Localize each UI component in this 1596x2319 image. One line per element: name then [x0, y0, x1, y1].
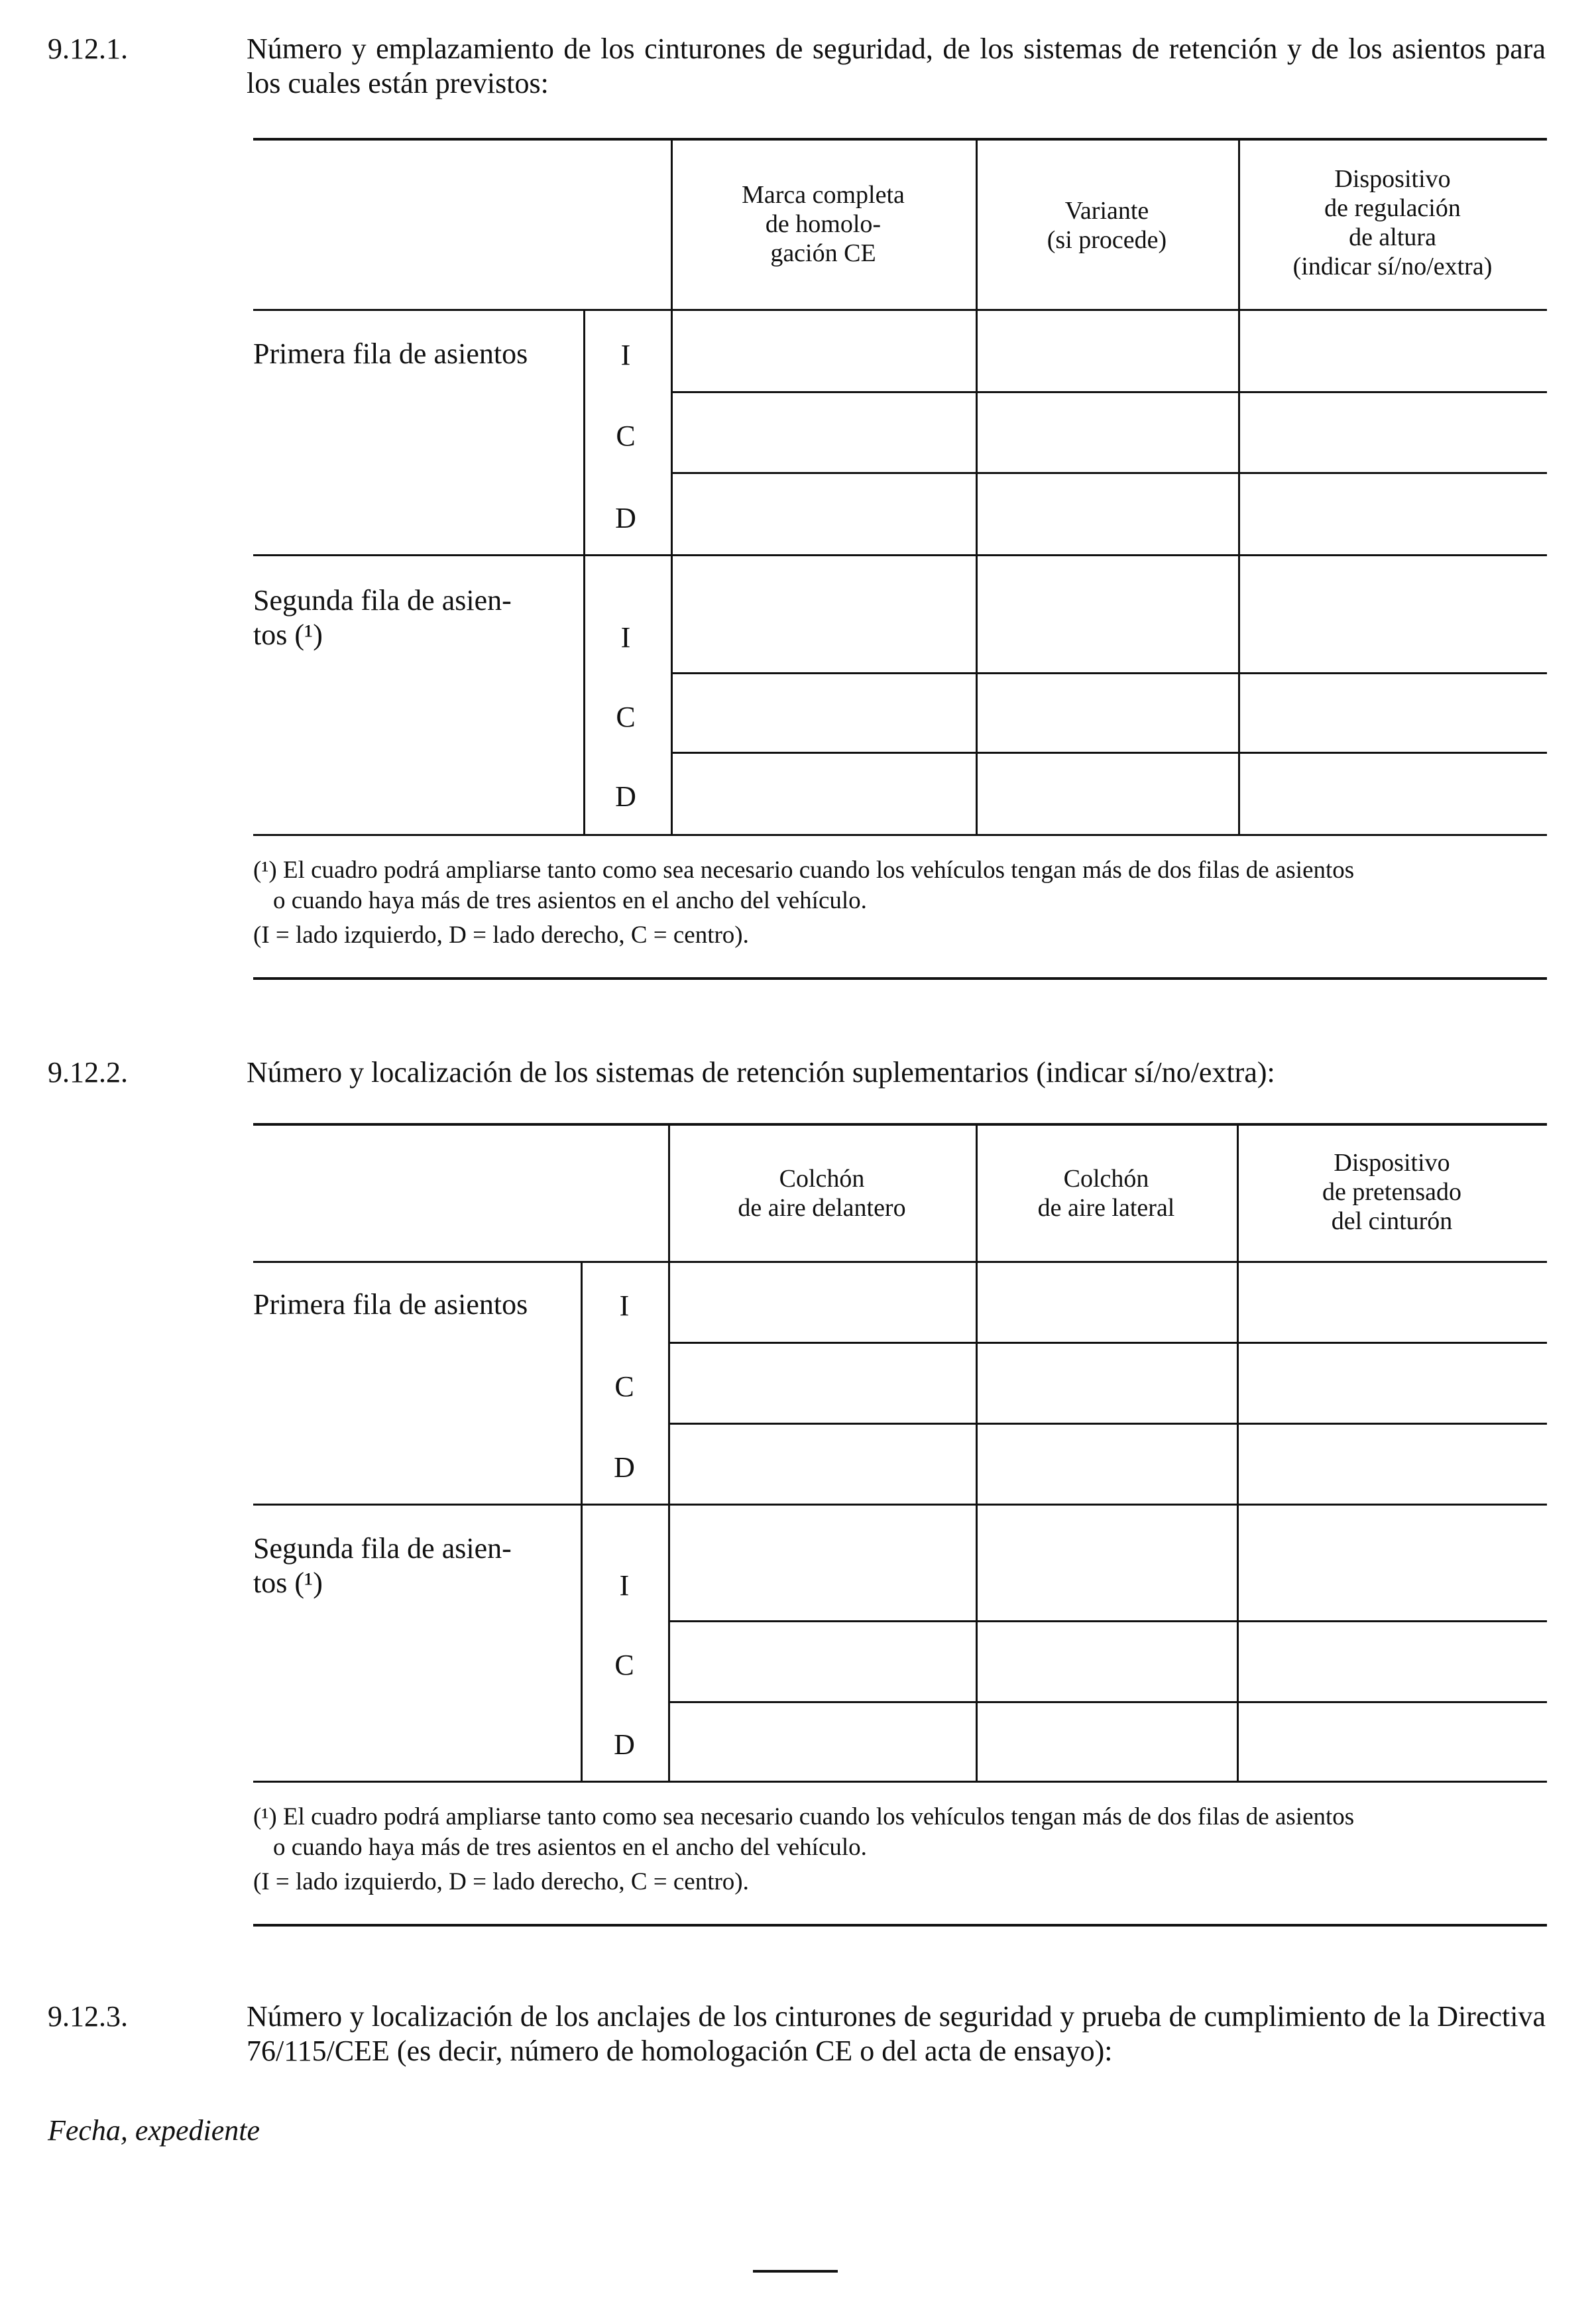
row-group-label: Segunda fila de asien- tos (¹)	[253, 584, 512, 651]
seat-position: C	[614, 1370, 634, 1403]
column-divider	[581, 1261, 583, 1782]
row-group-label: Primera fila de asientos	[253, 1288, 528, 1321]
date-file-label: Fecha, expediente	[48, 2114, 260, 2147]
column-header: Colchón de aire lateral	[1037, 1165, 1175, 1222]
column-divider	[668, 1124, 670, 1782]
row-divider	[668, 1701, 1547, 1703]
section-number: 9.12.1.	[48, 32, 128, 65]
row-group-label: Primera fila de asientos	[253, 337, 528, 370]
row-divider	[253, 554, 1547, 556]
section-title: Número y localización de los anclajes de los cinturones de seguridad y prueba de cumplimiento de la Directiva 76/115/CEE (es decir, número de homologación CE o del acta de ensayo):	[247, 2000, 1546, 2067]
seat-position: C	[614, 1649, 634, 1681]
section-title: Número y localización de los sistemas de retención suplementarios (indicar sí/no/extra):	[247, 1056, 1275, 1089]
seat-position: D	[615, 502, 636, 534]
seat-position: I	[620, 339, 631, 371]
column-header: Variante (si procede)	[1047, 197, 1167, 254]
table-rule	[253, 1123, 1547, 1126]
table-rule	[253, 834, 1547, 836]
column-header: Colchón de aire delantero	[738, 1165, 906, 1222]
row-divider	[671, 752, 1547, 754]
table-footnote: (¹) El cuadro podrá ampliarse tanto como sea necesario cuando los vehículos tengan más de dos filas de asientos o cuando haya más de tres asientos en el ancho del vehículo. (I = lado izquierdo, D = lado derecho, C = centro).	[253, 1803, 1355, 1895]
table-rule	[253, 1781, 1547, 1783]
section-number: 9.12.2.	[48, 1056, 128, 1089]
row-divider	[671, 672, 1547, 674]
row-divider	[668, 1423, 1547, 1425]
table-rule	[253, 309, 1547, 311]
seat-position: C	[616, 420, 636, 452]
seat-position: I	[620, 621, 631, 654]
seat-position: D	[614, 1451, 635, 1484]
table-rule	[253, 1261, 1547, 1263]
seat-position: I	[619, 1569, 630, 1602]
page-end-rule	[753, 2270, 838, 2273]
column-header: Dispositivo de regulación de altura (indicar sí/no/extra)	[1292, 165, 1493, 280]
seat-position: C	[616, 701, 636, 733]
row-divider	[253, 1504, 1547, 1506]
column-header: Dispositivo de pretensado del cinturón	[1322, 1149, 1461, 1235]
table-footnote: (¹) El cuadro podrá ampliarse tanto como sea necesario cuando los vehículos tengan más de dos filas de asientos o cuando haya más de tres asientos en el ancho del vehículo. (I = lado izquierdo, D = lado derecho, C = centro).	[253, 857, 1355, 949]
column-divider	[583, 309, 585, 835]
seat-position: I	[619, 1289, 630, 1322]
row-divider	[668, 1342, 1547, 1344]
seat-position: D	[614, 1728, 635, 1761]
section-rule	[253, 977, 1547, 980]
seat-position: D	[615, 780, 636, 813]
section-number: 9.12.3.	[48, 2000, 128, 2033]
table-rule	[253, 138, 1547, 141]
column-divider	[976, 1124, 978, 1782]
section-title: Número y emplazamiento de los cinturones de seguridad, de los sistemas de retención y de los asientos para los cuales están previstos:	[247, 32, 1546, 99]
row-group-label: Segunda fila de asien- tos (¹)	[253, 1532, 512, 1599]
row-divider	[671, 472, 1547, 474]
row-divider	[668, 1620, 1547, 1622]
section-rule	[253, 1924, 1547, 1927]
row-divider	[671, 391, 1547, 393]
column-header: Marca completa de homolo- gación CE	[742, 181, 905, 267]
